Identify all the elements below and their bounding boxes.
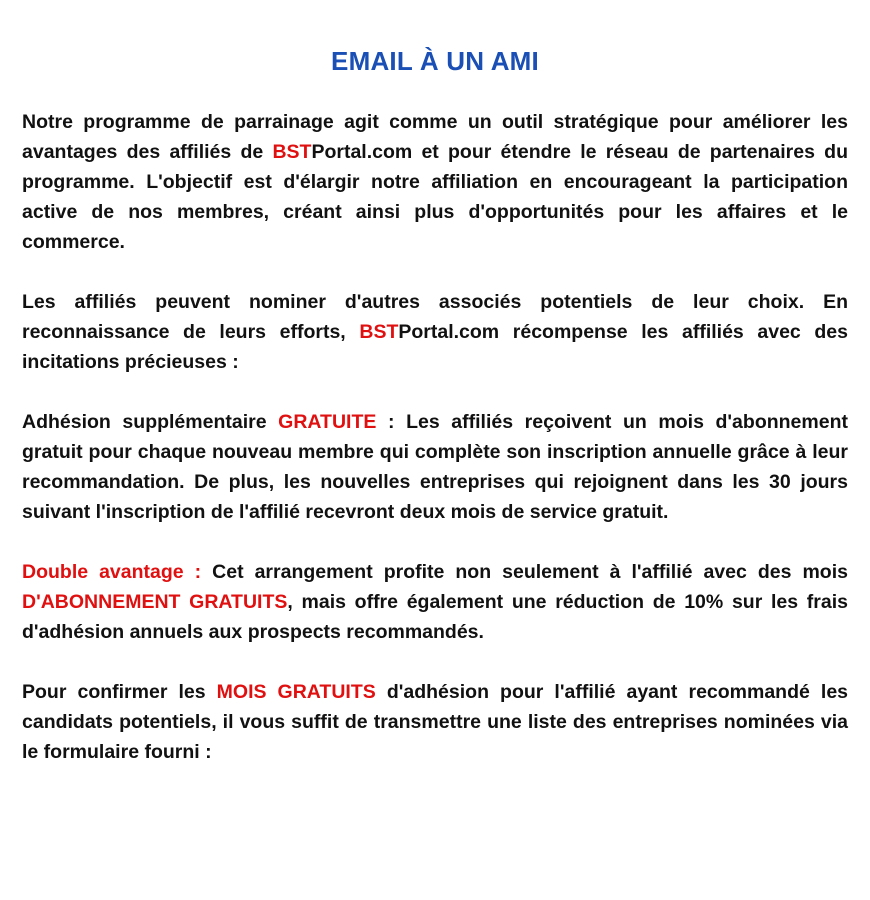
free-membership-lead: Adhésion supplémentaire xyxy=(22,411,279,433)
paragraph-nominate xyxy=(22,287,848,377)
brand-prefix: BST xyxy=(359,321,399,343)
page-title: EMAIL À UN AMI xyxy=(331,46,539,76)
intro-text-after: et pour étendre le réseau de partenaires du programme. L'objectif est d'élargir notre affiliation en encourageant la participation active de nos membres, créant ainsi plus d'opportunités pour les affaires et le commerce. xyxy=(22,141,848,253)
brand-suffix: Portal.com xyxy=(311,141,413,163)
content-body xyxy=(22,107,848,767)
paragraph-confirm xyxy=(22,677,848,767)
confirm-text-before: Pour confirmer les xyxy=(22,681,217,703)
double-advantage-lead: Double avantage : xyxy=(22,561,202,583)
brand-suffix: Portal.com xyxy=(398,321,500,343)
brand-prefix: BST xyxy=(272,141,312,163)
double-advantage-highlight: D'ABONNEMENT GRATUITS xyxy=(22,591,288,613)
double-advantage-middle: Cet arrangement profite non seulement à l'affilié avec des mois xyxy=(201,561,848,583)
intro-text-before: Notre programme de parrainage agit comme un outil stratégique pour améliorer les avantages des affiliés de xyxy=(22,111,848,163)
free-membership-highlight: GRATUITE xyxy=(278,411,377,433)
double-advantage-text: , mais offre également une réduction de 10% sur les frais d'adhésion annuels aux prospects recommandés. xyxy=(22,591,848,643)
free-membership-text: : Les affiliés reçoivent un mois d'abonnement gratuit pour chaque nouveau membre qui complète son inscription annuelle grâce à leur recommandation. De plus, les nouvelles entreprises qui rejoignent dans les 30 jours suivant l'inscription de l'affilié recevront deux mois de service gratuit. xyxy=(22,411,848,523)
confirm-text-after: d'adhésion pour l'affilié ayant recommandé les candidats potentiels, il vous suffit de transmettre une liste des entreprises nominées via le formulaire fourni : xyxy=(22,681,849,763)
paragraph-free-membership xyxy=(22,407,848,527)
paragraph-double-advantage xyxy=(22,557,848,647)
confirm-highlight: MOIS GRATUITS xyxy=(216,681,376,703)
paragraph-intro xyxy=(22,107,848,257)
nominate-text-after: récompense les affiliés avec des incitations précieuses : xyxy=(22,321,848,373)
nominate-text-before: Les affiliés peuvent nominer d'autres associés potentiels de leur choix. En reconnaissance de leurs efforts, xyxy=(22,291,848,343)
